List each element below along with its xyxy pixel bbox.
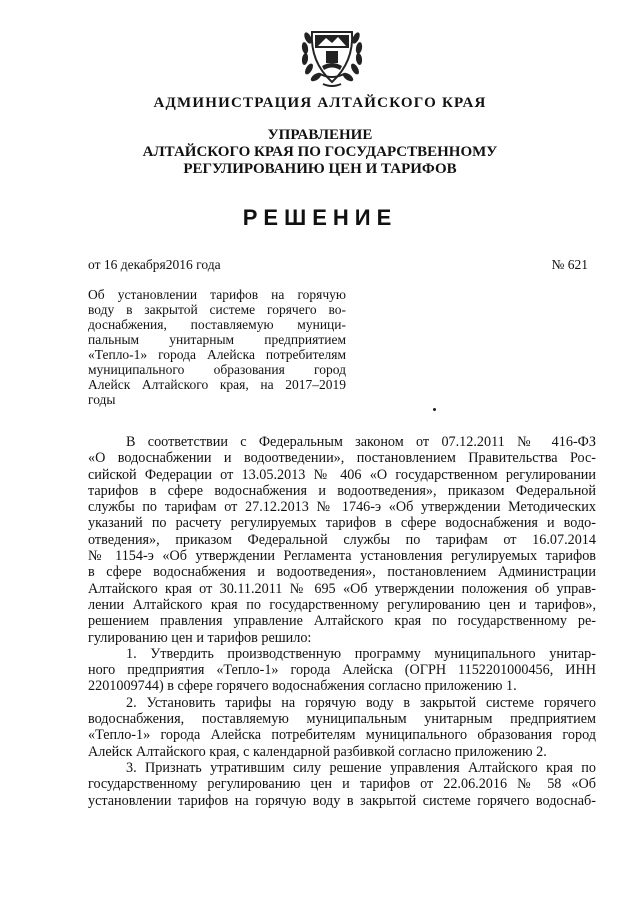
department-line: УПРАВЛЕНИЕ — [267, 127, 373, 143]
body-line: лении Алтайского края по государственному регулированию цен и тарифов», — [88, 596, 596, 613]
subject-line: Алейск Алтайского края, на 2017–2019 — [88, 377, 346, 392]
altai-krai-coat-of-arms-icon — [296, 18, 368, 90]
subject-line: Об установлении тарифов на горячую — [88, 287, 346, 302]
body-line: ного предприятия «Тепло-1» города Алейска (ОГРН 1152201000456, ИНН — [88, 662, 596, 679]
subject-line: доснабжения, поставляемую муници- — [88, 317, 346, 332]
administration-title: АДМИНИСТРАЦИЯ АЛТАЙСКОГО КРАЯ — [153, 95, 487, 111]
body-line: водоснабжения, поставляемую муниципальным унитарным предприятием — [88, 711, 596, 728]
body-line: тарифов в сфере водоснабжения и водоотведения», приказом Федеральной — [88, 482, 596, 499]
body-line: Алтайского края от 30.11.2011 № 695 «Об утверждении положения об управ- — [88, 580, 596, 597]
document-date: от 16 декабря2016 года — [88, 257, 221, 272]
department-line: АЛТАЙСКОГО КРАЯ ПО ГОСУДАРСТВЕННОМУ — [142, 144, 498, 160]
document-subject — [88, 287, 346, 407]
department-name — [0, 127, 640, 178]
document-number: № 621 — [551, 257, 588, 272]
body-line: службы по тарифам от 27.12.2013 № 1746-э «Об утверждении Методических — [88, 499, 596, 516]
body-line: 2201009744) в сфере горячего водоснабжения согласно приложению 1. — [88, 678, 517, 695]
body-line: Алейск Алтайского края, с календарной разбивкой согласно приложению 2. — [88, 743, 547, 760]
department-line: РЕГУЛИРОВАНИЮ ЦЕН И ТАРИФОВ — [183, 161, 457, 177]
body-line: 1. Утвердить производственную программу муниципального унитар- — [126, 645, 596, 662]
body-line: отведения», приказом Федеральной службы по тарифам от 16.07.2014 — [88, 531, 596, 548]
body-line: решением правления управление Алтайского края по государственному ре- — [88, 613, 596, 630]
body-line: «О водоснабжении и водоотведении», постановлением Правительства Рос- — [88, 450, 596, 467]
subject-line: годы — [88, 392, 116, 407]
body-line: 2. Установить тарифы на горячую воду в закрытой системе горячего — [126, 694, 596, 711]
body-line: установлении тарифов на горячую воду в закрытой системе горячего водоснаб- — [88, 792, 596, 809]
body-line: гулированию цен и тарифов решило: — [88, 629, 312, 646]
body-line: 3. Признать утратившим силу решение управления Алтайского края по — [126, 759, 596, 776]
document-body — [88, 434, 596, 809]
stray-dot-mark — [433, 408, 436, 411]
body-line: в сфере водоснабжения и водоотведения», постановлением Администрации — [88, 564, 596, 581]
body-line: сийской Федерации от 13.05.2013 № 406 «О государственном регулировании — [88, 466, 596, 483]
body-line: «Тепло-1» города Алейска потребителям муниципального образования город — [88, 727, 596, 744]
document-type-heading: РЕШЕНИЕ — [242, 205, 398, 230]
subject-line: пальным унитарным предприятием — [88, 332, 346, 347]
body-line: указаний по расчету регулируемых тарифов в сфере водоснабжения и водо- — [88, 515, 596, 532]
body-line: В соответствии с Федеральным законом от 07.12.2011 № 416-ФЗ — [126, 434, 596, 450]
subject-line: муниципального образования город — [88, 362, 346, 377]
subject-line: воду в закрытой системе горячего во- — [88, 302, 346, 317]
body-line: государственному регулированию цен и тарифов от 22.06.2016 № 58 «Об — [88, 776, 596, 793]
subject-line: «Тепло-1» города Алейска потребителям — [88, 347, 346, 362]
body-line: № 1154-э «Об утверждении Регламента установления регулируемых тарифов — [88, 548, 596, 565]
